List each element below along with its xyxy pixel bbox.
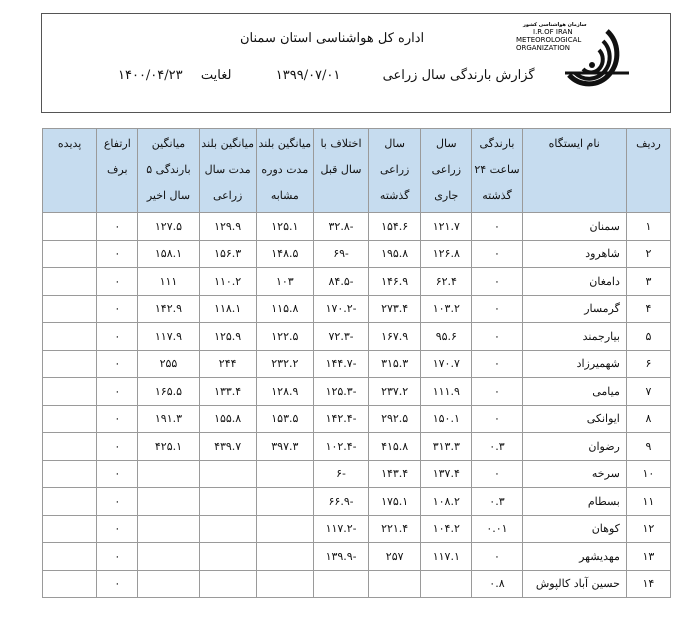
longterm-similar-cell: ۲۳۲.۲	[256, 350, 313, 378]
station-name-cell: شاهرود	[522, 240, 626, 268]
difference-cell: -۳۲.۸	[313, 213, 368, 241]
longterm-similar-cell: ۱۰۳	[256, 268, 313, 296]
row-number-cell: ۱۲	[626, 515, 670, 543]
col-header-five-year-avg: میانگین بارندگی ۵ سال اخیر	[138, 129, 199, 213]
difference-cell: -۶	[313, 460, 368, 488]
snow-depth-cell: ۰	[97, 488, 138, 516]
phenomenon-cell	[43, 323, 97, 351]
phenomenon-cell	[43, 350, 97, 378]
col-header-snow-depth: ارتفاع برف	[97, 129, 138, 213]
longterm-similar-cell: ۱۴۸.۵	[256, 240, 313, 268]
longterm-year-cell: ۱۲۹.۹	[199, 213, 256, 241]
snow-depth-cell: ۰	[97, 543, 138, 571]
station-name-cell: سرخه	[522, 460, 626, 488]
snow-depth-cell: ۰	[97, 433, 138, 461]
phenomenon-cell	[43, 295, 97, 323]
rain-24h-cell: ۰.۰۱	[472, 515, 522, 543]
phenomenon-cell	[43, 240, 97, 268]
current-year-cell: ۱۱۷.۱	[421, 543, 472, 571]
station-name-cell: ایوانکی	[522, 405, 626, 433]
report-title: گزارش بارندگی سال زراعی	[382, 68, 535, 83]
last-year-cell: ۱۹۵.۸	[369, 240, 421, 268]
longterm-similar-cell	[256, 488, 313, 516]
difference-cell	[313, 570, 368, 598]
snow-depth-cell: ۰	[97, 268, 138, 296]
longterm-similar-cell	[256, 543, 313, 571]
logo-text-meteorological: METEOROLOGICAL	[516, 36, 582, 44]
difference-cell: -۱۰۲.۴	[313, 433, 368, 461]
col-header-phenomenon: پدیده	[43, 129, 97, 213]
table-row	[43, 295, 671, 323]
logo-text-iran: I.R.OF IRAN	[533, 28, 573, 36]
report-title-line	[118, 68, 535, 83]
phenomenon-cell	[43, 213, 97, 241]
longterm-similar-cell: ۱۲۵.۱	[256, 213, 313, 241]
col-header-difference: اختلاف با سال قبل	[313, 129, 368, 213]
table-row	[43, 570, 671, 598]
current-year-cell: ۳۱۳.۳	[421, 433, 472, 461]
table-row	[43, 488, 671, 516]
row-number-cell: ۳	[626, 268, 670, 296]
last-year-cell: ۲۲۱.۴	[369, 515, 421, 543]
current-year-cell: ۱۲۱.۷	[421, 213, 472, 241]
col-header-current-year: سال زراعی جاری	[421, 129, 472, 213]
phenomenon-cell	[43, 515, 97, 543]
difference-cell: -۷۲.۳	[313, 323, 368, 351]
last-year-cell: ۲۹۲.۵	[369, 405, 421, 433]
phenomenon-cell	[43, 570, 97, 598]
difference-cell: -۶۶.۹	[313, 488, 368, 516]
table-row	[43, 543, 671, 571]
longterm-similar-cell: ۱۱۵.۸	[256, 295, 313, 323]
longterm-similar-cell: ۱۵۳.۵	[256, 405, 313, 433]
table-row	[43, 378, 671, 406]
station-name-cell: میامی	[522, 378, 626, 406]
snow-depth-cell: ۰	[97, 515, 138, 543]
five-year-avg-cell: ۱۹۱.۳	[138, 405, 199, 433]
phenomenon-cell	[43, 378, 97, 406]
five-year-avg-cell	[138, 488, 199, 516]
longterm-similar-cell: ۳۹۷.۳	[256, 433, 313, 461]
rain-24h-cell: ۰	[472, 268, 522, 296]
table-row	[43, 240, 671, 268]
rain-24h-cell: ۰.۸	[472, 570, 522, 598]
row-number-cell: ۱۳	[626, 543, 670, 571]
station-name-cell: گرمسار	[522, 295, 626, 323]
difference-cell: -۱۲۵.۳	[313, 378, 368, 406]
current-year-cell: ۱۳۷.۴	[421, 460, 472, 488]
col-header-last-year: سال زراعی گذشته	[369, 129, 421, 213]
rain-24h-cell: ۰	[472, 323, 522, 351]
current-year-cell: ۱۵۰.۱	[421, 405, 472, 433]
difference-cell: -۶۹	[313, 240, 368, 268]
rain-24h-cell: ۰	[472, 405, 522, 433]
station-name-cell: حسین آباد کالپوش	[522, 570, 626, 598]
current-year-cell: ۱۰۴.۲	[421, 515, 472, 543]
last-year-cell: ۱۵۴.۶	[369, 213, 421, 241]
current-year-cell: ۱۰۳.۲	[421, 295, 472, 323]
col-header-longterm-year: میانگین بلند مدت سال زراعی	[199, 129, 256, 213]
snow-depth-cell: ۰	[97, 350, 138, 378]
five-year-avg-cell: ۱۶۵.۵	[138, 378, 199, 406]
five-year-avg-cell	[138, 570, 199, 598]
row-number-cell: ۵	[626, 323, 670, 351]
last-year-cell: ۲۵۷	[369, 543, 421, 571]
row-number-cell: ۸	[626, 405, 670, 433]
table-row	[43, 433, 671, 461]
snow-depth-cell: ۰	[97, 378, 138, 406]
longterm-year-cell	[199, 460, 256, 488]
snow-depth-cell: ۰	[97, 570, 138, 598]
row-number-cell: ۶	[626, 350, 670, 378]
rain-24h-cell: ۰	[472, 213, 522, 241]
five-year-avg-cell: ۱۱۱	[138, 268, 199, 296]
five-year-avg-cell: ۴۲۵.۱	[138, 433, 199, 461]
difference-cell: -۸۴.۵	[313, 268, 368, 296]
last-year-cell: ۳۱۵.۳	[369, 350, 421, 378]
last-year-cell: ۲۷۳.۴	[369, 295, 421, 323]
rain-24h-cell: ۰	[472, 350, 522, 378]
five-year-avg-cell: ۱۴۲.۹	[138, 295, 199, 323]
longterm-year-cell: ۱۱۰.۲	[199, 268, 256, 296]
longterm-year-cell: ۱۱۸.۱	[199, 295, 256, 323]
phenomenon-cell	[43, 268, 97, 296]
logo-text-fa: سازمان هواشناسی کشور	[523, 22, 587, 28]
difference-cell: -۱۷۰.۲	[313, 295, 368, 323]
row-number-cell: ۱	[626, 213, 670, 241]
table-row	[43, 515, 671, 543]
station-name-cell: سمنان	[522, 213, 626, 241]
longterm-year-cell: ۱۲۵.۹	[199, 323, 256, 351]
row-number-cell: ۷	[626, 378, 670, 406]
difference-cell: -۱۳۹.۹	[313, 543, 368, 571]
phenomenon-cell	[43, 433, 97, 461]
phenomenon-cell	[43, 543, 97, 571]
table-header-row	[43, 129, 671, 213]
last-year-cell: ۱۴۳.۴	[369, 460, 421, 488]
longterm-similar-cell: ۱۲۲.۵	[256, 323, 313, 351]
longterm-year-cell	[199, 515, 256, 543]
longterm-year-cell: ۲۴۴	[199, 350, 256, 378]
station-name-cell: شهمیرزاد	[522, 350, 626, 378]
last-year-cell: ۱۶۷.۹	[369, 323, 421, 351]
table-row	[43, 323, 671, 351]
five-year-avg-cell	[138, 460, 199, 488]
col-header-row-number: ردیف	[626, 129, 670, 213]
col-header-rain-24h: بارندگی ساعت ۲۴ گذشته	[472, 129, 522, 213]
date-from: ۱۳۹۹/۰۷/۰۱	[275, 68, 341, 83]
five-year-avg-cell: ۱۱۷.۹	[138, 323, 199, 351]
longterm-year-cell	[199, 488, 256, 516]
station-name-cell: بسطام	[522, 488, 626, 516]
longterm-similar-cell: ۱۲۸.۹	[256, 378, 313, 406]
col-header-station-name: نام ایستگاه	[522, 129, 626, 213]
rain-24h-cell: ۰.۳	[472, 488, 522, 516]
row-number-cell: ۹	[626, 433, 670, 461]
logo-text-organization: ORGANIZATION	[516, 44, 571, 52]
row-number-cell: ۱۱	[626, 488, 670, 516]
current-year-cell	[421, 570, 472, 598]
row-number-cell: ۴	[626, 295, 670, 323]
last-year-cell: ۱۷۵.۱	[369, 488, 421, 516]
rain-24h-cell: ۰	[472, 543, 522, 571]
rain-24h-cell: ۰	[472, 460, 522, 488]
meteorological-organization-logo	[511, 17, 641, 97]
longterm-year-cell	[199, 570, 256, 598]
longterm-year-cell: ۴۳۹.۷	[199, 433, 256, 461]
row-number-cell: ۱۴	[626, 570, 670, 598]
last-year-cell: ۱۴۶.۹	[369, 268, 421, 296]
rainfall-table	[42, 128, 671, 598]
station-name-cell: مهدیشهر	[522, 543, 626, 571]
longterm-similar-cell	[256, 515, 313, 543]
table-body	[43, 213, 671, 598]
last-year-cell: ۴۱۵.۸	[369, 433, 421, 461]
until-label: لغایت	[200, 68, 232, 83]
col-header-longterm-similar: میانگین بلند مدت دوره مشابه	[256, 129, 313, 213]
longterm-year-cell: ۱۵۵.۸	[199, 405, 256, 433]
row-number-cell: ۱۰	[626, 460, 670, 488]
table-row	[43, 405, 671, 433]
table-row	[43, 350, 671, 378]
table-row	[43, 268, 671, 296]
rain-24h-cell: ۰	[472, 295, 522, 323]
five-year-avg-cell: ۱۲۷.۵	[138, 213, 199, 241]
current-year-cell: ۱۷۰.۷	[421, 350, 472, 378]
current-year-cell: ۱۰۸.۲	[421, 488, 472, 516]
snow-depth-cell: ۰	[97, 213, 138, 241]
difference-cell: -۱۱۷.۲	[313, 515, 368, 543]
snow-depth-cell: ۰	[97, 323, 138, 351]
longterm-year-cell: ۱۳۳.۴	[199, 378, 256, 406]
phenomenon-cell	[43, 488, 97, 516]
organization-title: اداره کل هواشناسی استان سمنان	[240, 31, 425, 46]
current-year-cell: ۱۱۱.۹	[421, 378, 472, 406]
longterm-similar-cell	[256, 570, 313, 598]
last-year-cell	[369, 570, 421, 598]
snow-depth-cell: ۰	[97, 295, 138, 323]
difference-cell: -۱۴۲.۴	[313, 405, 368, 433]
longterm-year-cell: ۱۵۶.۳	[199, 240, 256, 268]
last-year-cell: ۲۳۷.۲	[369, 378, 421, 406]
phenomenon-cell	[43, 405, 97, 433]
station-name-cell: رضوان	[522, 433, 626, 461]
station-name-cell: دامغان	[522, 268, 626, 296]
current-year-cell: ۱۲۶.۸	[421, 240, 472, 268]
snow-depth-cell: ۰	[97, 240, 138, 268]
longterm-similar-cell	[256, 460, 313, 488]
row-number-cell: ۲	[626, 240, 670, 268]
date-to: ۱۴۰۰/۰۴/۲۳	[118, 68, 183, 83]
rain-24h-cell: ۰	[472, 378, 522, 406]
five-year-avg-cell: ۲۵۵	[138, 350, 199, 378]
current-year-cell: ۶۲.۴	[421, 268, 472, 296]
longterm-year-cell	[199, 543, 256, 571]
rain-24h-cell: ۰	[472, 240, 522, 268]
five-year-avg-cell	[138, 515, 199, 543]
rain-24h-cell: ۰.۳	[472, 433, 522, 461]
difference-cell: -۱۴۴.۷	[313, 350, 368, 378]
snow-depth-cell: ۰	[97, 460, 138, 488]
station-name-cell: بیارجمند	[522, 323, 626, 351]
current-year-cell: ۹۵.۶	[421, 323, 472, 351]
table-row	[43, 460, 671, 488]
five-year-avg-cell	[138, 543, 199, 571]
snow-depth-cell: ۰	[97, 405, 138, 433]
five-year-avg-cell: ۱۵۸.۱	[138, 240, 199, 268]
table-row	[43, 213, 671, 241]
phenomenon-cell	[43, 460, 97, 488]
station-name-cell: کوهان	[522, 515, 626, 543]
